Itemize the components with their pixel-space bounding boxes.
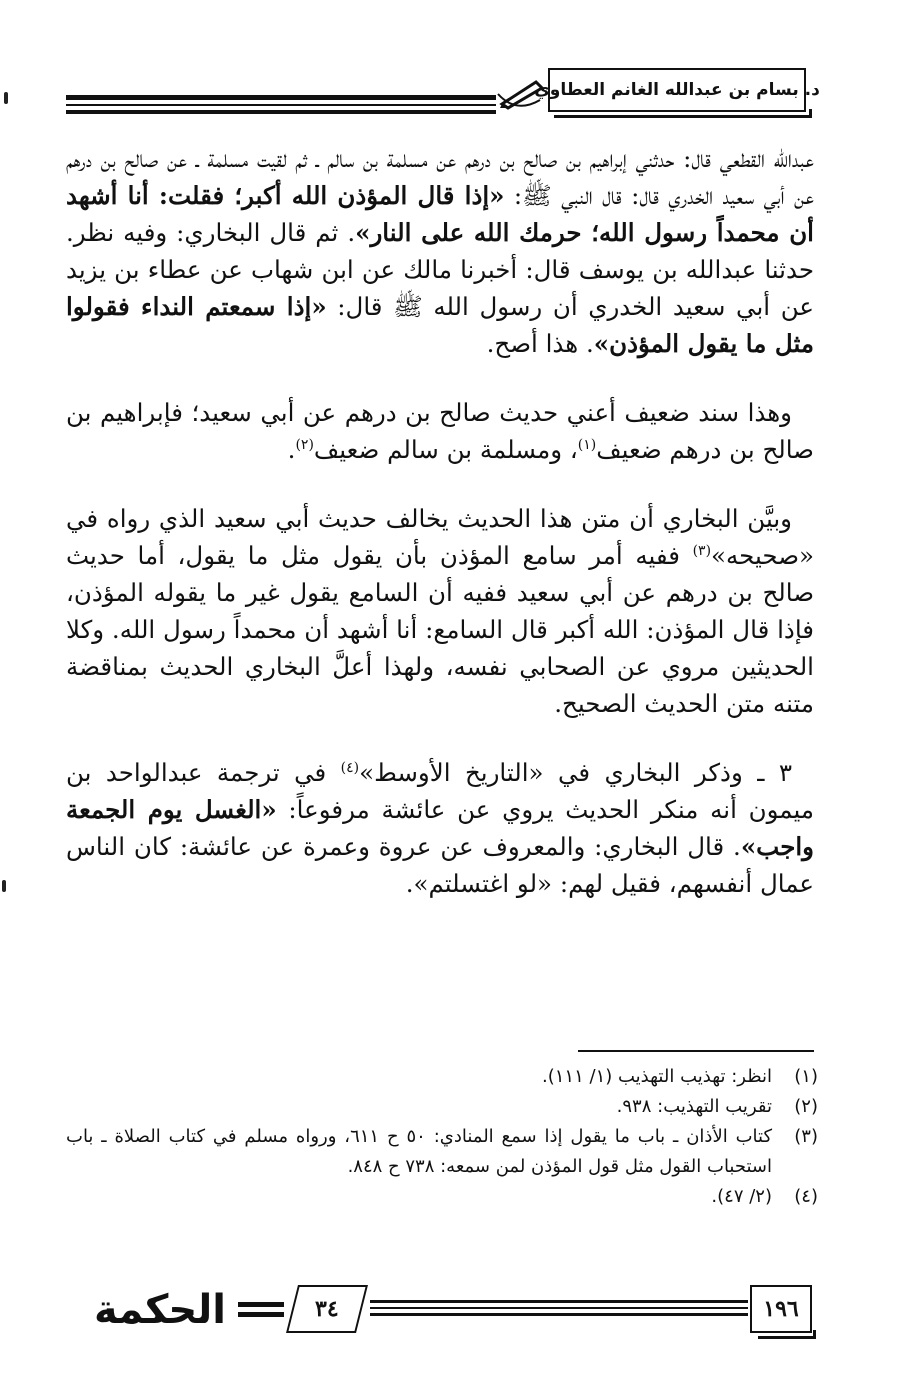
paragraph-2 [66, 394, 814, 468]
footnote-text: كتاب الأذان ـ باب ما يقول إذا سمع المنادي: ٥٠ ح ٦١١، ورواه مسلم في كتاب الصلاة ـ باب استحباب القول مثل قول المؤذن لمن سمعه: ٧٣٨ ح ٨٤٨. [66, 1126, 773, 1177]
issue-number [286, 1285, 368, 1333]
edge-mark [4, 92, 8, 104]
text-run: ، ومسلمة بن سالم ضعيف [313, 435, 578, 464]
text-run: . [287, 435, 296, 464]
footnote-number: (٣) [794, 1126, 818, 1147]
footnote-item [66, 1092, 818, 1122]
footnote-ref[interactable]: (٤) [340, 759, 360, 776]
footer-rule [238, 1312, 284, 1317]
page-number [750, 1285, 812, 1333]
header-rule [66, 110, 496, 114]
text-run: في ترجمة عبدالواحد بن ميمون أنه منكر الحديث يروي عن عائشة مرفوعاً: [66, 758, 814, 824]
pen-icon [496, 74, 546, 112]
hadith-quote: «إذا قال المؤذن الله أكبر؛ فقلت: أنا أشهد أن محمداً رسول الله؛ حرمك الله على النار» [66, 181, 814, 247]
text-run: . ثم قال البخاري: وفيه نظر. حدثنا عبدالله بن يوسف قال: أخبرنا مالك عن ابن شهاب عن عطاء بن يزيد عن أبي سعيد الخدري أن رسول الله ﷺ قال: [66, 218, 814, 321]
main-text [66, 140, 814, 934]
text-run: ٣ ـ وذكر البخاري في «التاريخ الأوسط» [359, 758, 792, 787]
footnote-item [66, 1182, 818, 1212]
header-rule [66, 104, 496, 106]
text-run: . قال البخاري: والمعروف عن عروة وعمرة عن عائشة: كان الناس عمال أنفسهم، فقيل لهم: «لو اغتسلتم». [66, 832, 814, 898]
footnote-ref[interactable]: (٣) [692, 542, 712, 559]
footnote-text: (٢/ ٤٧). [711, 1186, 772, 1207]
issue-number-text: ٣٤ [315, 1296, 339, 1322]
footer-rule [370, 1313, 748, 1316]
footnotes [66, 1062, 818, 1212]
hadith-quote: «الغسل يوم الجمعة واجب» [66, 795, 814, 861]
running-header-author [534, 68, 820, 112]
paragraph-3 [66, 500, 814, 722]
edge-mark [2, 880, 6, 892]
footnote-text: انظر: تهذيب التهذيب (١/ ١١١). [542, 1066, 772, 1087]
footnote-ref[interactable]: (١) [577, 436, 597, 453]
text-run: عبدالله القطعي قال: حدثني إبراهيم بن صالح بن درهم عن مسلمة بن سالم ـ ثم لقيت مسلمة ـ عن صالح بن درهم عن أبي سعيد الخدري قال: قال النبي ﷺ: [66, 144, 814, 210]
page-number-text: ١٩٦ [763, 1296, 799, 1322]
footnote-number: (٢) [794, 1096, 818, 1117]
text-run: ففيه أمر سامع المؤذن بأن يقول مثل ما يقول، أما حديث صالح بن درهم عن أبي سعيد ففيه أن السامع يقول غير ما يقوله المؤذن، فإذا قال المؤذن: الله أكبر قال السامع: أنا أشهد أن محمداً رسول الله. وكلا الحديثين مروي عن الصحابي نفسه، ولهذا أعلَّ البخاري الحديث بمناقضة متنه متن الحديث الصحيح. [66, 541, 814, 718]
text-run: وبيَّن البخاري أن متن هذا الحديث يخالف حديث أبي سعيد الذي رواه في «صحيحه» [66, 504, 814, 570]
footnote-ref[interactable]: (٢) [295, 436, 314, 453]
text-run: وهذا سند ضعيف أعني حديث صالح بن درهم عن أبي سعيد؛ فإبراهيم بن صالح بن درهم ضعيف [66, 398, 814, 464]
header-rule [66, 95, 496, 100]
hadith-quote: «إذا سمعتم النداء فقولوا مثل ما يقول المؤذن» [66, 292, 814, 358]
footnote-separator [578, 1050, 814, 1052]
footnote-item [66, 1062, 818, 1092]
footnote-number: (١) [794, 1066, 818, 1087]
paragraph-1 [66, 140, 814, 362]
footer-rule [370, 1307, 748, 1309]
footnote-number: (٤) [794, 1186, 818, 1207]
footer-rule [238, 1302, 284, 1307]
journal-name: الحكمة [94, 1287, 226, 1333]
journal-logo [90, 1280, 230, 1340]
author-name: د. بسام بن عبدالله الغانم العطاوي [534, 80, 820, 100]
footnote-item [66, 1122, 818, 1182]
paragraph-4 [66, 754, 814, 902]
text-run: . هذا أصح. [486, 329, 594, 358]
footnote-text: تقريب التهذيب: ٩٣٨. [616, 1096, 772, 1117]
footer-rule [370, 1300, 748, 1303]
